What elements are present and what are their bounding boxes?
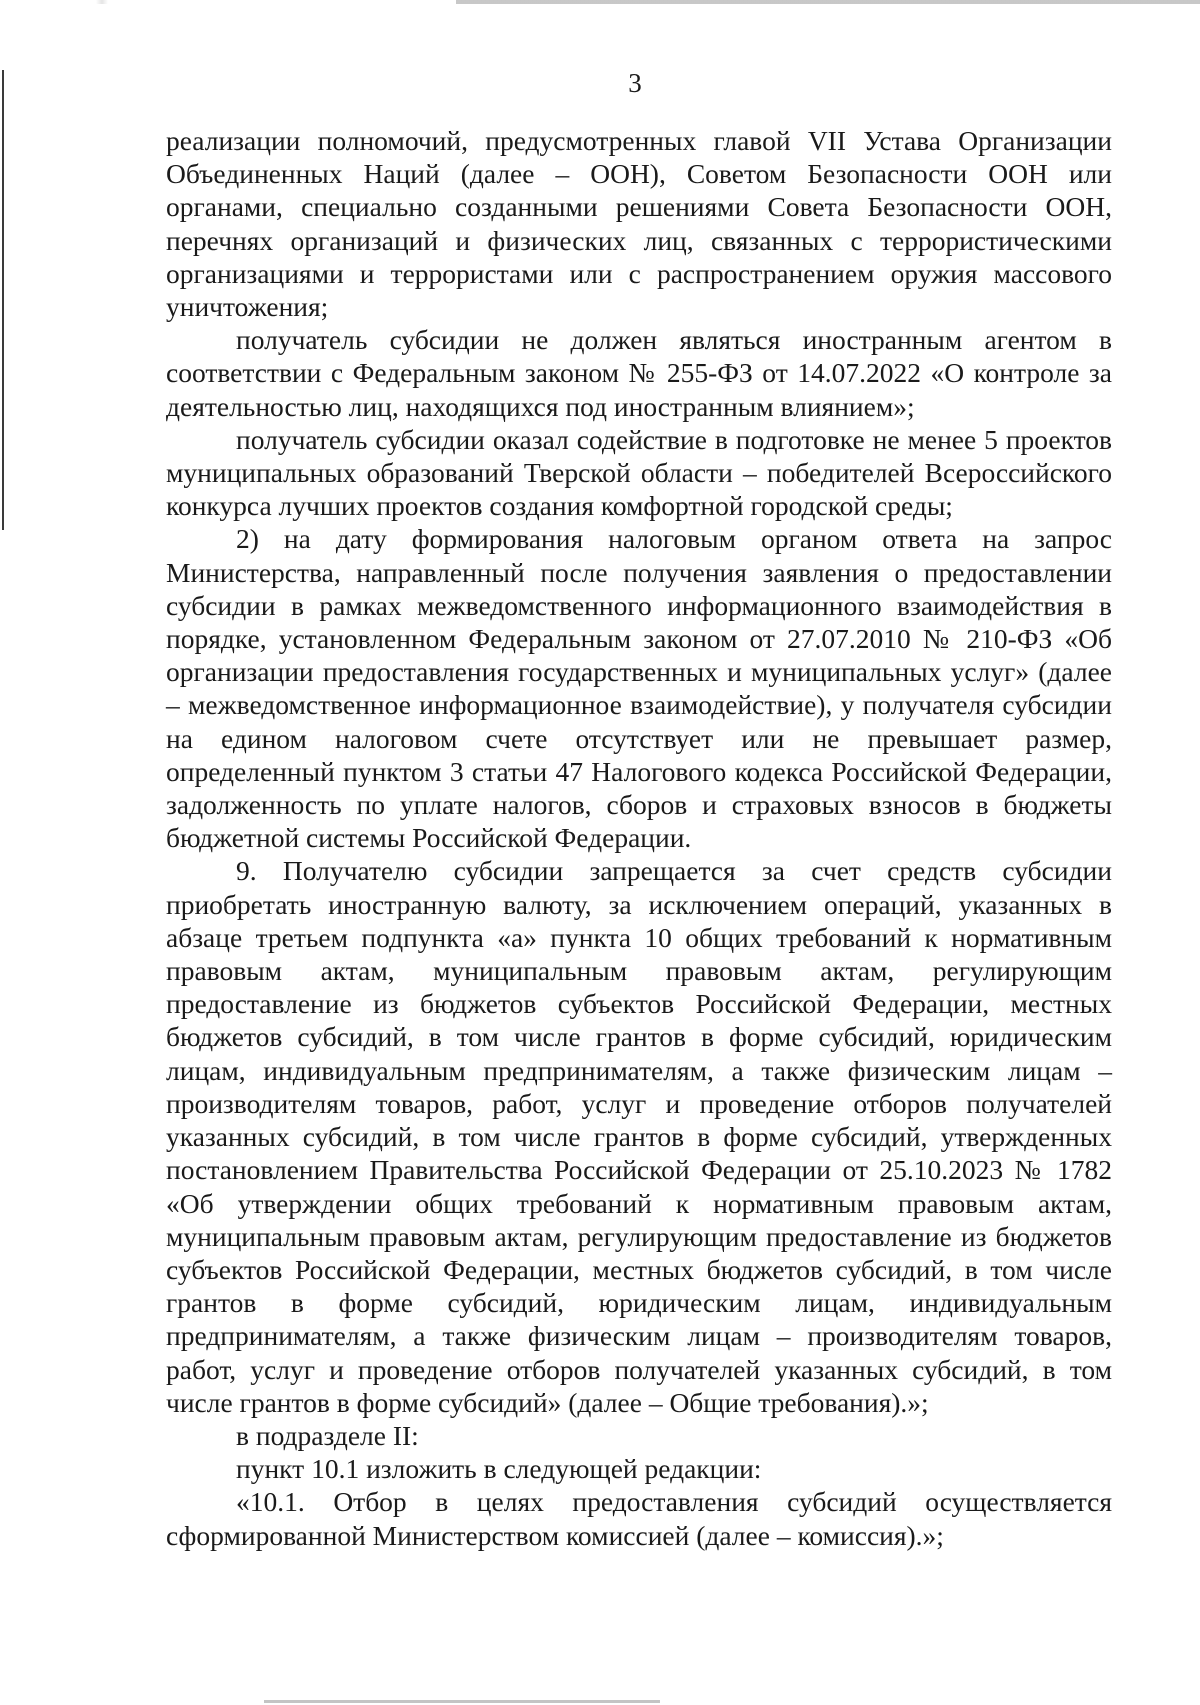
paragraph-tax-debt: 2) на дату формирования налоговым органом ответа на запрос Министерства, направленный после получения заявления о предоставлении субсидии в рамках межведомственного информационного взаимодействия в порядке, установленном Федеральным законом от 27.07.2010 № 210-ФЗ «Об организации предоставления государственных и муниципальных услуг» (далее – межведомственное информационное взаимодействие), у получателя субсидии на едином налоговом счете отсутствует или не превышает размер, определенный пунктом 3 статьи 47 Налогового кодекса Российской Федерации, задолженность по уплате налогов, сборов и страховых взносов в бюджеты бюджетной системы Российской Федерации. [166, 523, 1112, 854]
scan-edge-left [2, 70, 4, 530]
scan-edge-bottom [0, 1700, 1200, 1703]
document-body [166, 124, 1112, 1552]
paragraph-subsection-ii: в подразделе II: [236, 1419, 419, 1451]
paragraph-item-10-1-intro: пункт 10.1 изложить в следующей редакции: [236, 1453, 762, 1485]
paragraph-item-9-foreign-currency: 9. Получателю субсидии запрещается за счет средств субсидии приобретать иностранную валюту, за исключением операций, указанных в абзаце третьем подпункта «а» пункта 10 общих требований к нормативным правовым актам, муниципальным правовым актам, регулирующим предоставление из бюджетов субъектов Российской Федерации, местных бюджетов субсидий, в том числе грантов в форме субсидий, юридическим лицам, индивидуальным предпринимателям, а также физическим лицам – производителям товаров, работ, услуг и проведение отборов получателей указанных субсидий, в том числе грантов в форме субсидий, утвержденных постановлением Правительства Российской Федерации от 25.10.2023 № 1782 «Об утверждении общих требований к нормативным правовым актам, муниципальным правовым актам, регулирующим предоставление из бюджетов субъектов Российской Федерации, местных бюджетов субсидий, в том числе грантов в форме субсидий, юридическим лицам, индивидуальным предпринимателям, а также физическим лицам – производителям товаров, работ, услуг и проведение отборов получателей указанных субсидий, в том числе грантов в форме субсидий» (далее – Общие требования).»; [166, 855, 1112, 1418]
page-number: 3 [628, 68, 642, 98]
paragraph-foreign-agent: получатель субсидии не должен являться иностранным агентом в соответствии с Федеральным законом № 255-ФЗ от 14.07.2022 «О контроле за деятельностью лиц, находящихся под иностранным влиянием»; [166, 324, 1112, 422]
scan-edge-top [0, 0, 1200, 4]
paragraph-un-sanctions-lists: реализации полномочий, предусмотренных главой VII Устава Организации Объединенных Наций (далее – ООН), Советом Безопасности ООН или органами, специально созданными решениями Совета Безопасности ООН, перечнях организаций и физических лиц, связанных с террористическими организациями и террористами или с распространением оружия массового уничтожения; [166, 125, 1112, 323]
paragraph-item-10-1-text: «10.1. Отбор в целях предоставления субсидий осуществляется сформированной Министерством комиссией (далее – комиссия).»; [166, 1486, 1112, 1551]
paragraph-competition-projects: получатель субсидии оказал содействие в подготовке не менее 5 проектов муниципальных образований Тверской области – победителей Всероссийского конкурса лучших проектов создания комфортной городской среды; [166, 423, 1112, 522]
